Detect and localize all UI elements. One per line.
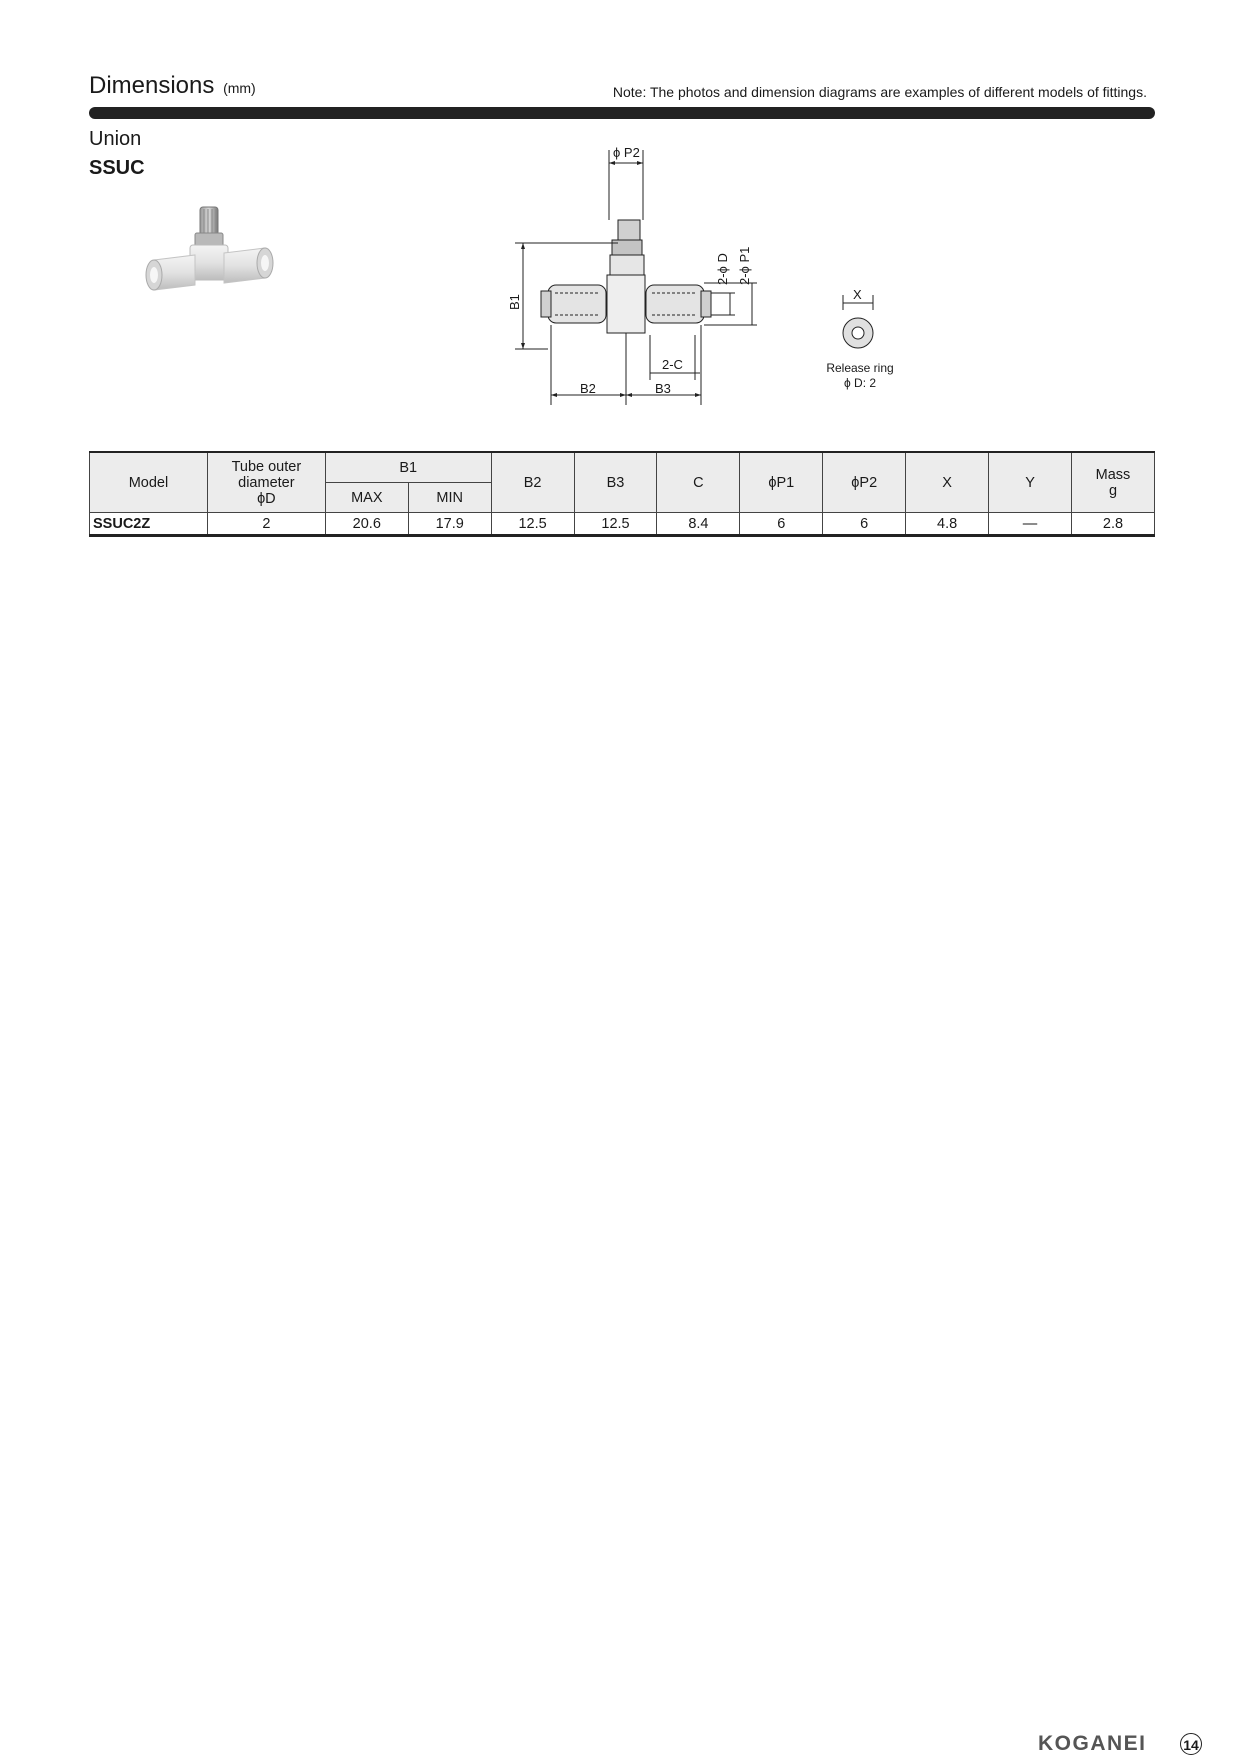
- cell-b2: 12.5: [491, 513, 574, 536]
- category-title: Union: [89, 128, 142, 150]
- header-mass-line2: g: [1108, 482, 1118, 499]
- cell-tube-d: 2: [207, 513, 325, 536]
- header-note: Note: The photos and dimension diagrams are examples of different models of fittings.: [612, 84, 1147, 100]
- table-row: [90, 513, 1155, 536]
- page-title: [89, 72, 256, 100]
- model-title: SSUC: [89, 157, 145, 179]
- cell-model: SSUC2Z: [90, 513, 208, 536]
- release-ring-diagram: [815, 285, 905, 395]
- label-x: X: [853, 287, 862, 302]
- label-d: 2-ϕ D: [715, 253, 730, 285]
- koganei-logo: [1038, 1732, 1168, 1754]
- label-b1: B1: [507, 294, 522, 310]
- header-mass-line1: Mass: [1095, 466, 1131, 483]
- header-tube-line3: ϕD: [257, 490, 276, 507]
- header-model: Model: [90, 452, 208, 513]
- title-text: Dimensions: [89, 72, 215, 99]
- cell-b1-min: 17.9: [408, 513, 491, 536]
- label-p2: ϕ P2: [613, 145, 640, 160]
- label-p1: 2-ϕ P1: [737, 246, 752, 285]
- header-tube-line2: diameter: [238, 474, 295, 491]
- header-tube-line1: Tube outer: [231, 458, 302, 475]
- label-b3: B3: [655, 381, 671, 396]
- dimension-diagram: [500, 145, 780, 415]
- header-b1-max: MAX: [325, 483, 408, 513]
- header-divider: [89, 107, 1155, 119]
- cell-b1-max: 20.6: [325, 513, 408, 536]
- specification-table: [89, 451, 1155, 537]
- header-mass: [1071, 452, 1154, 513]
- header-b3: B3: [574, 452, 657, 513]
- label-c: 2-C: [662, 357, 683, 372]
- header-b1-min: MIN: [408, 483, 491, 513]
- header-p2: ϕP2: [823, 452, 906, 513]
- header-b1: B1: [325, 452, 491, 483]
- header-x: X: [906, 452, 989, 513]
- header-p1: ϕP1: [740, 452, 823, 513]
- label-b2: B2: [580, 381, 596, 396]
- release-ring-diameter: ϕ D: 2: [843, 376, 877, 390]
- cell-c: 8.4: [657, 513, 740, 536]
- header-tube-diameter: [207, 452, 325, 513]
- page-number: 14: [1180, 1733, 1202, 1755]
- cell-x: 4.8: [906, 513, 989, 536]
- cell-p2: 6: [823, 513, 906, 536]
- product-photo: [140, 205, 280, 315]
- header-b2: B2: [491, 452, 574, 513]
- cell-p1: 6: [740, 513, 823, 536]
- header-c: C: [657, 452, 740, 513]
- header-y: Y: [989, 452, 1072, 513]
- unit-label: (mm): [223, 80, 256, 96]
- cell-y: —: [989, 513, 1072, 536]
- release-ring-label: Release ring: [826, 361, 894, 375]
- brand-text: KOGANEI: [1038, 1732, 1147, 1754]
- cell-mass: 2.8: [1071, 513, 1154, 536]
- cell-b3: 12.5: [574, 513, 657, 536]
